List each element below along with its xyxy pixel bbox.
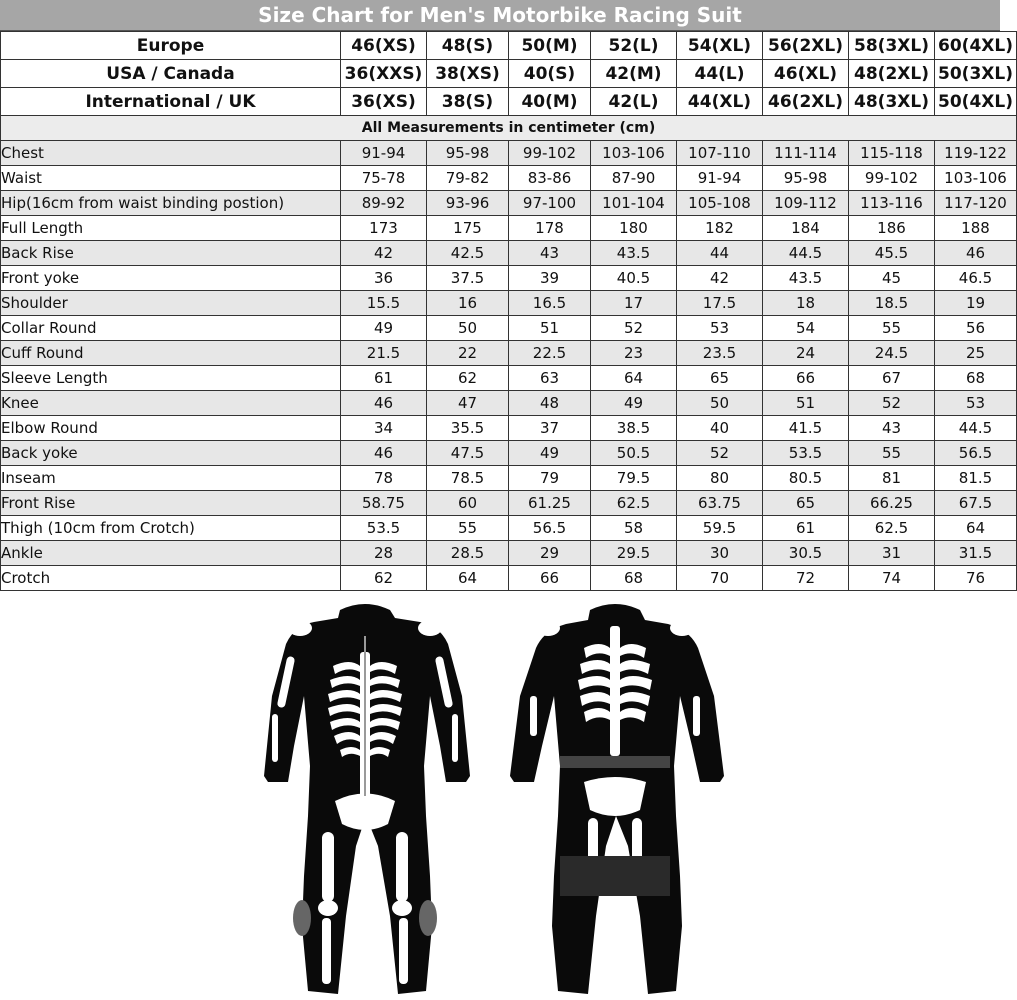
measurement-value-cell: 46 [341, 441, 427, 466]
measurement-label: Cuff Round [1, 341, 341, 366]
measurement-row [1, 491, 1017, 516]
measurement-value-cell: 17 [591, 291, 677, 316]
measurement-label: Knee [1, 391, 341, 416]
measurement-value-cell: 23 [591, 341, 677, 366]
measurement-row [1, 416, 1017, 441]
measurement-value-cell: 74 [849, 566, 935, 591]
measurement-value-cell: 45.5 [849, 241, 935, 266]
measurement-value-cell: 67 [849, 366, 935, 391]
measurement-value-cell: 31 [849, 541, 935, 566]
measurement-value-cell: 37 [509, 416, 591, 441]
measurement-value-cell: 52 [849, 391, 935, 416]
measurement-value-cell: 52 [677, 441, 763, 466]
measurement-row [1, 516, 1017, 541]
measurement-row [1, 566, 1017, 591]
measurement-value-cell: 55 [849, 441, 935, 466]
size-code-cell: 36(XXS) [341, 60, 427, 88]
size-code-cell: 50(4XL) [935, 88, 1017, 116]
measurement-value-cell: 63 [509, 366, 591, 391]
measurement-value-cell: 40.5 [591, 266, 677, 291]
measurement-value-cell: 61 [763, 516, 849, 541]
measurement-value-cell: 180 [591, 216, 677, 241]
measurement-value-cell: 46.5 [935, 266, 1017, 291]
measurement-value-cell: 109-112 [763, 191, 849, 216]
measurement-row [1, 316, 1017, 341]
measurement-value-cell: 56 [935, 316, 1017, 341]
measurement-value-cell: 97-100 [509, 191, 591, 216]
skeleton-suit-front-illustration [264, 604, 470, 994]
chart-title: Size Chart for Men's Motorbike Racing Suit [0, 0, 1000, 31]
measurement-row [1, 216, 1017, 241]
measurement-value-cell: 173 [341, 216, 427, 241]
measurement-label: Waist [1, 166, 341, 191]
measurement-value-cell: 47.5 [427, 441, 509, 466]
skeleton-suit-back-illustration [510, 604, 724, 994]
measurement-value-cell: 175 [427, 216, 509, 241]
measurement-value-cell: 79-82 [427, 166, 509, 191]
measurement-row [1, 391, 1017, 416]
measurement-value-cell: 80.5 [763, 466, 849, 491]
measurement-row [1, 166, 1017, 191]
size-code-cell: 50(M) [509, 32, 591, 60]
measurement-label: Front Rise [1, 491, 341, 516]
measurement-label: Collar Round [1, 316, 341, 341]
measurement-value-cell: 101-104 [591, 191, 677, 216]
suit-illustrations-svg [0, 596, 1000, 1000]
measurement-value-cell: 25 [935, 341, 1017, 366]
measurement-value-cell: 48 [509, 391, 591, 416]
measurement-label: Thigh (10cm from Crotch) [1, 516, 341, 541]
measurement-value-cell: 66 [509, 566, 591, 591]
size-system-label: Europe [1, 32, 341, 60]
measurement-value-cell: 50.5 [591, 441, 677, 466]
size-code-cell: 42(L) [591, 88, 677, 116]
measurement-label: Back yoke [1, 441, 341, 466]
size-code-cell: 54(XL) [677, 32, 763, 60]
measurement-label: Elbow Round [1, 416, 341, 441]
measurement-value-cell: 30 [677, 541, 763, 566]
measurement-value-cell: 22 [427, 341, 509, 366]
measurement-value-cell: 42.5 [427, 241, 509, 266]
measurement-value-cell: 58.75 [341, 491, 427, 516]
measurement-value-cell: 46 [935, 241, 1017, 266]
measurement-label: Chest [1, 141, 341, 166]
measurement-value-cell: 62.5 [849, 516, 935, 541]
measurement-row [1, 466, 1017, 491]
measurement-value-cell: 184 [763, 216, 849, 241]
measurement-value-cell: 50 [677, 391, 763, 416]
size-code-cell: 48(S) [427, 32, 509, 60]
measurement-row [1, 141, 1017, 166]
measurement-value-cell: 79.5 [591, 466, 677, 491]
measurement-value-cell: 22.5 [509, 341, 591, 366]
measurement-row [1, 441, 1017, 466]
measurement-label: Ankle [1, 541, 341, 566]
measurement-label: Full Length [1, 216, 341, 241]
size-code-cell: 60(4XL) [935, 32, 1017, 60]
measurement-value-cell: 49 [591, 391, 677, 416]
measurement-value-cell: 47 [427, 391, 509, 416]
measurement-value-cell: 19 [935, 291, 1017, 316]
measurement-value-cell: 52 [591, 316, 677, 341]
size-code-cell: 44(L) [677, 60, 763, 88]
size-code-cell: 48(2XL) [849, 60, 935, 88]
measurement-value-cell: 83-86 [509, 166, 591, 191]
measurement-value-cell: 41.5 [763, 416, 849, 441]
measurement-value-cell: 75-78 [341, 166, 427, 191]
measurement-value-cell: 18 [763, 291, 849, 316]
size-code-cell: 40(S) [509, 60, 591, 88]
measurement-value-cell: 113-116 [849, 191, 935, 216]
measurement-value-cell: 51 [763, 391, 849, 416]
size-chart-body [1, 32, 1017, 591]
measurement-value-cell: 89-92 [341, 191, 427, 216]
measurement-value-cell: 105-108 [677, 191, 763, 216]
measurement-value-cell: 117-120 [935, 191, 1017, 216]
measurement-row [1, 541, 1017, 566]
measurement-value-cell: 91-94 [677, 166, 763, 191]
size-header-row [1, 32, 1017, 60]
measurement-value-cell: 21.5 [341, 341, 427, 366]
size-code-cell: 42(M) [591, 60, 677, 88]
size-code-cell: 38(S) [427, 88, 509, 116]
measurement-value-cell: 28 [341, 541, 427, 566]
measurement-value-cell: 44.5 [763, 241, 849, 266]
measurement-row [1, 191, 1017, 216]
measurement-value-cell: 62 [341, 566, 427, 591]
measurement-value-cell: 18.5 [849, 291, 935, 316]
measurement-value-cell: 43 [509, 241, 591, 266]
measurement-value-cell: 91-94 [341, 141, 427, 166]
measurement-row [1, 241, 1017, 266]
measurement-value-cell: 80 [677, 466, 763, 491]
measurement-value-cell: 28.5 [427, 541, 509, 566]
measurement-value-cell: 111-114 [763, 141, 849, 166]
measurement-value-cell: 43 [849, 416, 935, 441]
measurement-value-cell: 58 [591, 516, 677, 541]
measurement-value-cell: 99-102 [509, 141, 591, 166]
measurement-label: Front yoke [1, 266, 341, 291]
measurement-value-cell: 30.5 [763, 541, 849, 566]
size-code-cell: 56(2XL) [763, 32, 849, 60]
measurement-value-cell: 46 [341, 391, 427, 416]
measurement-value-cell: 65 [763, 491, 849, 516]
measurement-value-cell: 78 [341, 466, 427, 491]
measurement-value-cell: 42 [677, 266, 763, 291]
measurement-value-cell: 56.5 [509, 516, 591, 541]
measurement-value-cell: 53 [677, 316, 763, 341]
measurement-value-cell: 23.5 [677, 341, 763, 366]
measurement-value-cell: 68 [591, 566, 677, 591]
measurement-value-cell: 16.5 [509, 291, 591, 316]
measurement-value-cell: 51 [509, 316, 591, 341]
measurement-label: Shoulder [1, 291, 341, 316]
measurement-row [1, 366, 1017, 391]
measurement-value-cell: 61 [341, 366, 427, 391]
measurement-value-cell: 95-98 [427, 141, 509, 166]
measurement-value-cell: 15.5 [341, 291, 427, 316]
measurement-value-cell: 35.5 [427, 416, 509, 441]
measurement-value-cell: 178 [509, 216, 591, 241]
measurement-label: Back Rise [1, 241, 341, 266]
measurement-value-cell: 44 [677, 241, 763, 266]
measurement-value-cell: 65 [677, 366, 763, 391]
measurement-value-cell: 55 [849, 316, 935, 341]
measurement-value-cell: 103-106 [591, 141, 677, 166]
measurement-value-cell: 81.5 [935, 466, 1017, 491]
measurement-value-cell: 16 [427, 291, 509, 316]
size-code-cell: 38(XS) [427, 60, 509, 88]
measurement-value-cell: 49 [509, 441, 591, 466]
measurement-value-cell: 64 [935, 516, 1017, 541]
measurement-value-cell: 34 [341, 416, 427, 441]
measurement-note: All Measurements in centimeter (cm) [1, 116, 1017, 141]
size-chart-table [0, 31, 1017, 591]
measurement-value-cell: 99-102 [849, 166, 935, 191]
measurement-value-cell: 24 [763, 341, 849, 366]
measurement-value-cell: 53.5 [763, 441, 849, 466]
suit-illustrations [0, 596, 1000, 1000]
measurement-value-cell: 50 [427, 316, 509, 341]
measurement-value-cell: 107-110 [677, 141, 763, 166]
measurement-value-cell: 36 [341, 266, 427, 291]
measurement-value-cell: 49 [341, 316, 427, 341]
measurement-value-cell: 37.5 [427, 266, 509, 291]
measurement-label: Crotch [1, 566, 341, 591]
measurement-value-cell: 61.25 [509, 491, 591, 516]
measurement-value-cell: 40 [677, 416, 763, 441]
measurement-value-cell: 66 [763, 366, 849, 391]
size-code-cell: 52(L) [591, 32, 677, 60]
measurement-note-row [1, 116, 1017, 141]
measurement-value-cell: 63.75 [677, 491, 763, 516]
measurement-value-cell: 67.5 [935, 491, 1017, 516]
size-system-label: USA / Canada [1, 60, 341, 88]
measurement-label: Hip(16cm from waist binding postion) [1, 191, 341, 216]
size-header-row [1, 88, 1017, 116]
measurement-row [1, 266, 1017, 291]
measurement-value-cell: 31.5 [935, 541, 1017, 566]
measurement-value-cell: 93-96 [427, 191, 509, 216]
measurement-value-cell: 76 [935, 566, 1017, 591]
measurement-row [1, 291, 1017, 316]
size-code-cell: 58(3XL) [849, 32, 935, 60]
measurement-label: Inseam [1, 466, 341, 491]
measurement-label: Sleeve Length [1, 366, 341, 391]
measurement-value-cell: 56.5 [935, 441, 1017, 466]
measurement-value-cell: 53.5 [341, 516, 427, 541]
measurement-value-cell: 60 [427, 491, 509, 516]
measurement-value-cell: 95-98 [763, 166, 849, 191]
measurement-value-cell: 62.5 [591, 491, 677, 516]
measurement-value-cell: 39 [509, 266, 591, 291]
measurement-value-cell: 38.5 [591, 416, 677, 441]
measurement-value-cell: 29.5 [591, 541, 677, 566]
measurement-value-cell: 17.5 [677, 291, 763, 316]
measurement-value-cell: 53 [935, 391, 1017, 416]
size-code-cell: 50(3XL) [935, 60, 1017, 88]
size-code-cell: 36(XS) [341, 88, 427, 116]
size-header-row [1, 60, 1017, 88]
measurement-value-cell: 43.5 [763, 266, 849, 291]
measurement-value-cell: 62 [427, 366, 509, 391]
size-system-label: International / UK [1, 88, 341, 116]
measurement-value-cell: 87-90 [591, 166, 677, 191]
measurement-value-cell: 24.5 [849, 341, 935, 366]
measurement-value-cell: 55 [427, 516, 509, 541]
measurement-value-cell: 81 [849, 466, 935, 491]
measurement-value-cell: 66.25 [849, 491, 935, 516]
measurement-value-cell: 78.5 [427, 466, 509, 491]
size-code-cell: 46(2XL) [763, 88, 849, 116]
measurement-value-cell: 43.5 [591, 241, 677, 266]
size-code-cell: 40(M) [509, 88, 591, 116]
measurement-value-cell: 188 [935, 216, 1017, 241]
measurement-value-cell: 64 [591, 366, 677, 391]
measurement-value-cell: 54 [763, 316, 849, 341]
measurement-value-cell: 72 [763, 566, 849, 591]
measurement-value-cell: 79 [509, 466, 591, 491]
measurement-value-cell: 68 [935, 366, 1017, 391]
measurement-value-cell: 59.5 [677, 516, 763, 541]
measurement-row [1, 341, 1017, 366]
measurement-value-cell: 29 [509, 541, 591, 566]
measurement-value-cell: 64 [427, 566, 509, 591]
measurement-value-cell: 44.5 [935, 416, 1017, 441]
measurement-value-cell: 115-118 [849, 141, 935, 166]
measurement-value-cell: 45 [849, 266, 935, 291]
measurement-value-cell: 182 [677, 216, 763, 241]
size-code-cell: 48(3XL) [849, 88, 935, 116]
measurement-value-cell: 186 [849, 216, 935, 241]
measurement-value-cell: 70 [677, 566, 763, 591]
measurement-value-cell: 119-122 [935, 141, 1017, 166]
size-code-cell: 44(XL) [677, 88, 763, 116]
size-code-cell: 46(XS) [341, 32, 427, 60]
size-code-cell: 46(XL) [763, 60, 849, 88]
measurement-value-cell: 103-106 [935, 166, 1017, 191]
measurement-value-cell: 42 [341, 241, 427, 266]
